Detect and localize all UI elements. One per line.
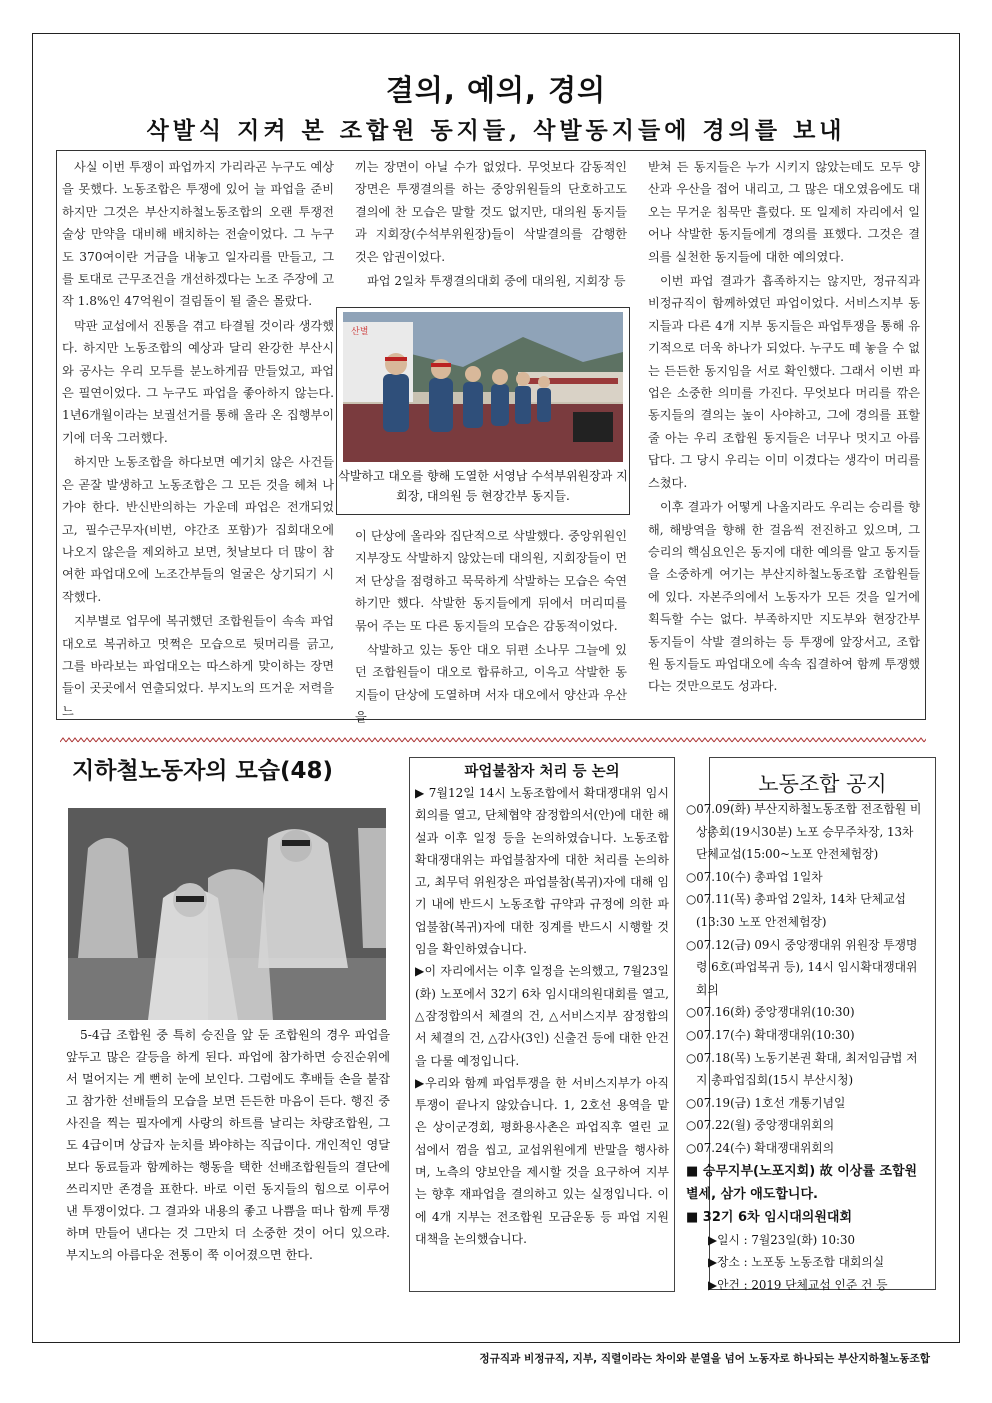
notice-item: ○07.24(수) 확대쟁대위회의 — [686, 1140, 835, 1155]
article-paragraph: 사실 이번 투쟁이 파업까지 가리라곤 누구도 예상을 못했다. 노동조합은 투쟁에 있어 늘 파업을 준비하지만 그것은 부산지하철노동조합의 오랜 투쟁전술상 만약을 대비해 배치하는 전술이었다. 그 누구도 370여이란 거금을 내놓고 일자리를 만들고, 그를 토대로 근무조건을 개선하겠다는 노조 주장에 고작 1.8%인 47억원이 걸림돌이 될 줄은 몰랐다. — [62, 160, 334, 309]
notice-item: ○07.10(수) 총파업 1일차 — [686, 869, 823, 884]
section-divider — [60, 737, 926, 743]
article-paragraph: 끼는 장면이 아닐 수가 없었다. 무엇보다 감동적인 장면은 투쟁결의를 하는 중앙위원들의 단호하고도 결의에 찬 모습은 말할 것도 없지만, 대의원 동지들과 지회장(수석부위원장)들이 삭발결의를 감행한 것은 압권이었다. — [355, 160, 627, 264]
column-text: 5-4급 조합원 중 특히 승진을 앞 둔 조합원의 경우 파업을 앞두고 많은 갈등을 하게 된다. 파업에 참가하면 승진순위에서 멀어지는 게 뻔히 눈에 보인다. 그럼에도 후배들 손을 붙잡고 참가한 선배들의 모습을 보면 든든한 마음이 든다. 행진 중 사진을 찍는 필자에게 사랑의 하트를 날리는 차량조합원, 그도 4급이며 상급자 눈치를 봐야하는 직급이다. 개인적인 영달보다 동료들과 함께하는 행동을 택한 선배조합원들의 결단에 쓰리지만 존경을 표한다. 바로 이런 동지들의 힘으로 이루어 낸 투쟁이었다. 그 결과와 내용의 좋고 나쁨을 떠나 함께 투쟁하며 만들어 낸다는 것 그만치 더 소중한 것이 어디 있으랴. 부지노의 아름다운 전통이 쭉 이어졌으면 한다. — [66, 1028, 390, 1262]
article-column-1 — [62, 156, 334, 724]
article-paragraph: 하지만 노동조합을 하다보면 예기치 않은 사건들은 곧잘 발생하고 노동조합은 그 모든 것을 헤쳐 나가야 한다. 반신반의하는 가운데 파업은 전개되었고, 필수근무자(비번, 야간조 포함)가 집회대오에 나오지 않은을 제외하고 보면, 첫날보다 더 많이 참여한 파업대오에 노조간부들의 얼굴은 상기되기 시작했다. — [62, 455, 334, 604]
notice-item: ○07.16(화) 중앙쟁대위(10:30) — [686, 1005, 855, 1020]
notice-item: ○07.22(월) 중앙쟁대위회의 — [686, 1118, 835, 1133]
article-paragraph: 막판 교섭에서 진통을 겪고 타결될 것이라 생각했다. 하지만 노동조합의 예상과 달리 완강한 부산시와 공사는 우리 모두를 분노하게끔 만들었고, 파업은 필연이었다. 그 누구도 파업을 좋아하지 않는다. 1년6개월이라는 보궐선거를 통해 올라 온 집행부이기에 더욱 그러했다. — [62, 318, 334, 445]
meeting-paragraph: ▶우리와 함께 파업투쟁을 한 서비스지부가 아직 투쟁이 끝나지 않았습니다. 1, 2호선 용역을 맡은 상이군경회, 평화용사촌은 파업직후 열린 교섭에서 껌을 씹고, 교섭위원에게 반말을 행사하며, 노측의 양보안을 제시할 것을 요구하여 지부는 향후 재파업을 결의하고 있는 실정입니다. 이에 4개 지부는 전조합원 모금운동 등 파업 지원대책을 논의했습니다. — [415, 1075, 669, 1246]
notice-item: ○07.19(금) 1호선 개통기념일 — [686, 1095, 846, 1110]
article-column-2-bottom — [355, 525, 627, 731]
page-title: 결의, 예의, 경의 — [385, 73, 607, 107]
meeting-detail: ▶일시 : 7월23일(화) 10:30 — [708, 1232, 855, 1247]
notice-list — [686, 798, 924, 1296]
article-paragraph: 지부별로 업무에 복귀했던 조합원들이 속속 파업대오로 복귀하고 멋쩍은 모습으로 뒷머리를 긁고, 그를 바라보는 파업대오는 따스하게 맞이하는 장면들이 곳곳에서 연출되었다. 부지노의 뜨거운 저력을 느 — [62, 614, 334, 718]
condolence-notice: ■ 승무지부(노포지회) 故 이상률 조합원 별세, 삼가 애도합니다. — [686, 1163, 918, 1202]
page-subtitle: 삭발식 지켜 본 조합원 동지들, 삭발동지들에 경의를 보내 — [146, 117, 846, 144]
march-photo — [68, 808, 386, 1020]
rally-photo — [343, 312, 635, 472]
article-paragraph: 파업 2일차 투쟁결의대회 중에 대의원, 지회장 등 — [367, 274, 626, 289]
article-paragraph: 이번 파업 결과가 흡족하지는 않지만, 정규직과 비정규직이 함께하였던 파업이었다. 서비스지부 동지들과 다른 4개 지부 동지들은 파업투쟁을 통해 유기적으로 더욱 하나가 되었다. 누구도 떼 놓을 수 없는 든든한 동지임을 서로 확인했다. 그래서 이번 파업은 소중한 의미를 가진다. 무엇보다 머리를 깎은 동지들의 결의는 높이 사야하고, 그에 경의를 표할 줄 아는 우리 조합원 동지들은 너무나 멋지고 아름답다. 그 당시 우리는 이미 이겼다는 생각이 머리를 스쳤다. — [648, 274, 920, 490]
svg-text:산별: 산별 — [351, 327, 369, 337]
footer-slogan: 정규직과 비정규직, 지부, 직렬이라는 차이와 분열을 넘어 노동자로 하나되는 부산지하철노동조합 — [479, 1353, 930, 1365]
column-title: 지하철노동자의 모습(48) — [72, 758, 333, 784]
column-photo — [68, 808, 386, 1020]
article-column-3 — [648, 156, 920, 700]
article-paragraph: 삭발하고 있는 동안 대오 뒤편 소나무 그늘에 있던 조합원들이 대오로 합류하고, 이윽고 삭발한 동지들이 단상에 도열하며 서자 대오에서 양산과 우산을 — [355, 643, 627, 725]
meeting-notice-title: ■ 32기 6차 임시대의원대회 — [686, 1209, 853, 1225]
meeting-text — [415, 782, 669, 1250]
notice-item: ○07.11(목) 총파업 2일차, 14차 단체교섭(13:30 노포 안전체험장) — [686, 892, 906, 929]
meeting-detail: ▶안건 : 2019 단체교섭 인준 건 등 — [708, 1277, 888, 1292]
photo-caption: 삭발하고 대오를 향해 도열한 서영남 수석부위원장과 지회장, 대의원 등 현장간부 동지들. — [338, 469, 628, 503]
notice-title: 노동조합 공지 — [758, 772, 887, 796]
meeting-paragraph: ▶이 자리에서는 이후 일정을 논의했고, 7월23일(화) 노포에서 32기 6차 임시대의원대회를 열고, △잠정합의서 체결의 건, △서비스지부 잠정합의서 체결의 건, △감사(3인) 신출건 등에 대한 안건을 다룰 예정입니다. — [415, 964, 669, 1068]
meeting-detail: ▶장소 : 노포동 노동조합 대회의실 — [708, 1255, 885, 1270]
article-paragraph: 받쳐 든 동지들은 누가 시키지 않았는데도 모두 양산과 우산을 접어 내리고, 그 많은 대오였음에도 대오는 무거운 침묵만 흘렀다. 또 일제히 자리에서 일어나 삭발한 동지들에게 경의를 표했다. 그것은 결의를 실천한 동지들에 대한 예의였다. — [648, 160, 920, 264]
article-paragraph: 이후 결과가 어떻게 나올지라도 우리는 승리를 향해, 해방역을 향해 한 걸음씩 전진하고 있으며, 그 승리의 핵심요인은 동지에 대한 예의를 알고 동지들을 소중하게 여기는 부산지하철노동조합 조합원들에 있다. 자본주의에서 노동자가 모든 것을 일거에 획득할 수는 없다. 부족하지만 지도부와 현장간부 동지들이 삭발 결의하는 등 투쟁에 앞장서고, 조합원 동지들도 파업대오에 속속 집결하여 함께 투쟁했다는 것만으로도 성과다. — [648, 500, 920, 694]
article-column-2-top — [355, 156, 627, 294]
notice-item: ○07.09(화) 부산지하철노동조합 전조합원 비상총회(19시30분) 노포 승무주차장, 13차 단체교섭(15:00~노포 안전체험장) — [686, 802, 922, 862]
meeting-title: 파업불참자 처리 등 논의 — [464, 764, 620, 780]
notice-item: ○07.12(금) 09시 중앙쟁대위 위원장 투쟁명령 6호(파업복귀 등), 14시 임시확대쟁대위 회의 — [686, 937, 918, 997]
meeting-paragraph: ▶ 7월12일 14시 노동조합에서 확대쟁대위 임시회의를 열고, 단체협약 잠정합의서(안)에 대한 해설과 이후 일정 등을 논의하였습니다. 노동조합 확대쟁대위는 파업불참자에 대한 처리를 논의하고, 최무덕 위원장은 파업불참(복귀)자에 대해 임기 내에 반드시 노동조합 규약과 규정에 의한 파업불참(복귀)자에 대한 징계를 반드시 시행할 것임을 확인하였습니다. — [415, 786, 669, 957]
notice-item: ○07.18(목) 노동기본권 확대, 최저임금법 저지 총파업집회(15시 부산시청) — [686, 1050, 918, 1088]
article-paragraph: 이 단상에 올라와 집단적으로 삭발했다. 중앙위원인 지부장도 삭발하지 않았는데 대의원, 지회장들이 먼저 단상을 점령하고 묵묵하게 삭발하는 모습은 숙연하기만 했다. 삭발한 동지들에게 뒤에서 머리띠를 묶어 주는 또 다른 동지들의 모습은 감동적이었다. — [355, 529, 627, 633]
notice-item: ○07.17(수) 확대쟁대위(10:30) — [686, 1027, 855, 1042]
